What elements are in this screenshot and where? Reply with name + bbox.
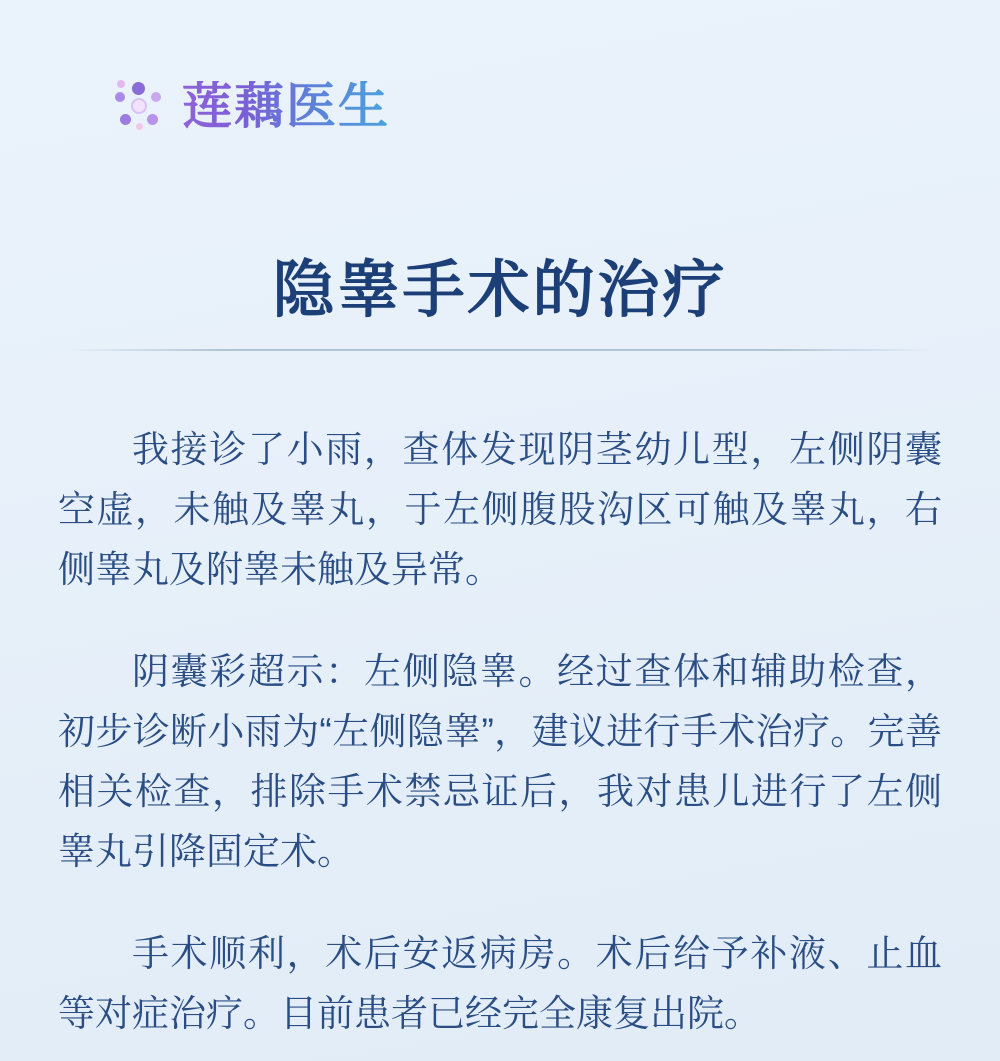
brand-header: [112, 78, 390, 134]
title-divider: [72, 349, 928, 351]
lotus-root-dots-icon: [112, 78, 168, 134]
article-paragraph: 手术顺利，术后安返病房。术后给予补液、止血等对症治疗。目前患者已经完全康复出院。: [58, 932, 942, 1034]
article-body: [58, 420, 942, 1043]
article-paragraph: 阴囊彩超示：左侧隐睾。经过查体和辅助检查，初步诊断小雨为“左侧隐睾”，建议进行手术治疗。完善相关检查，排除手术禁忌证后，我对患儿进行了左侧睾丸引降固定术。: [58, 650, 942, 872]
brand-name: 莲藕医生: [182, 78, 390, 134]
article-paragraph: 我接诊了小雨，查体发现阴茎幼儿型，左侧阴囊空虚，未触及睾丸，于左侧腹股沟区可触及睾丸，右侧睾丸及附睾未触及异常。: [58, 429, 942, 590]
page-title: 隐睾手术的治疗: [272, 255, 728, 325]
